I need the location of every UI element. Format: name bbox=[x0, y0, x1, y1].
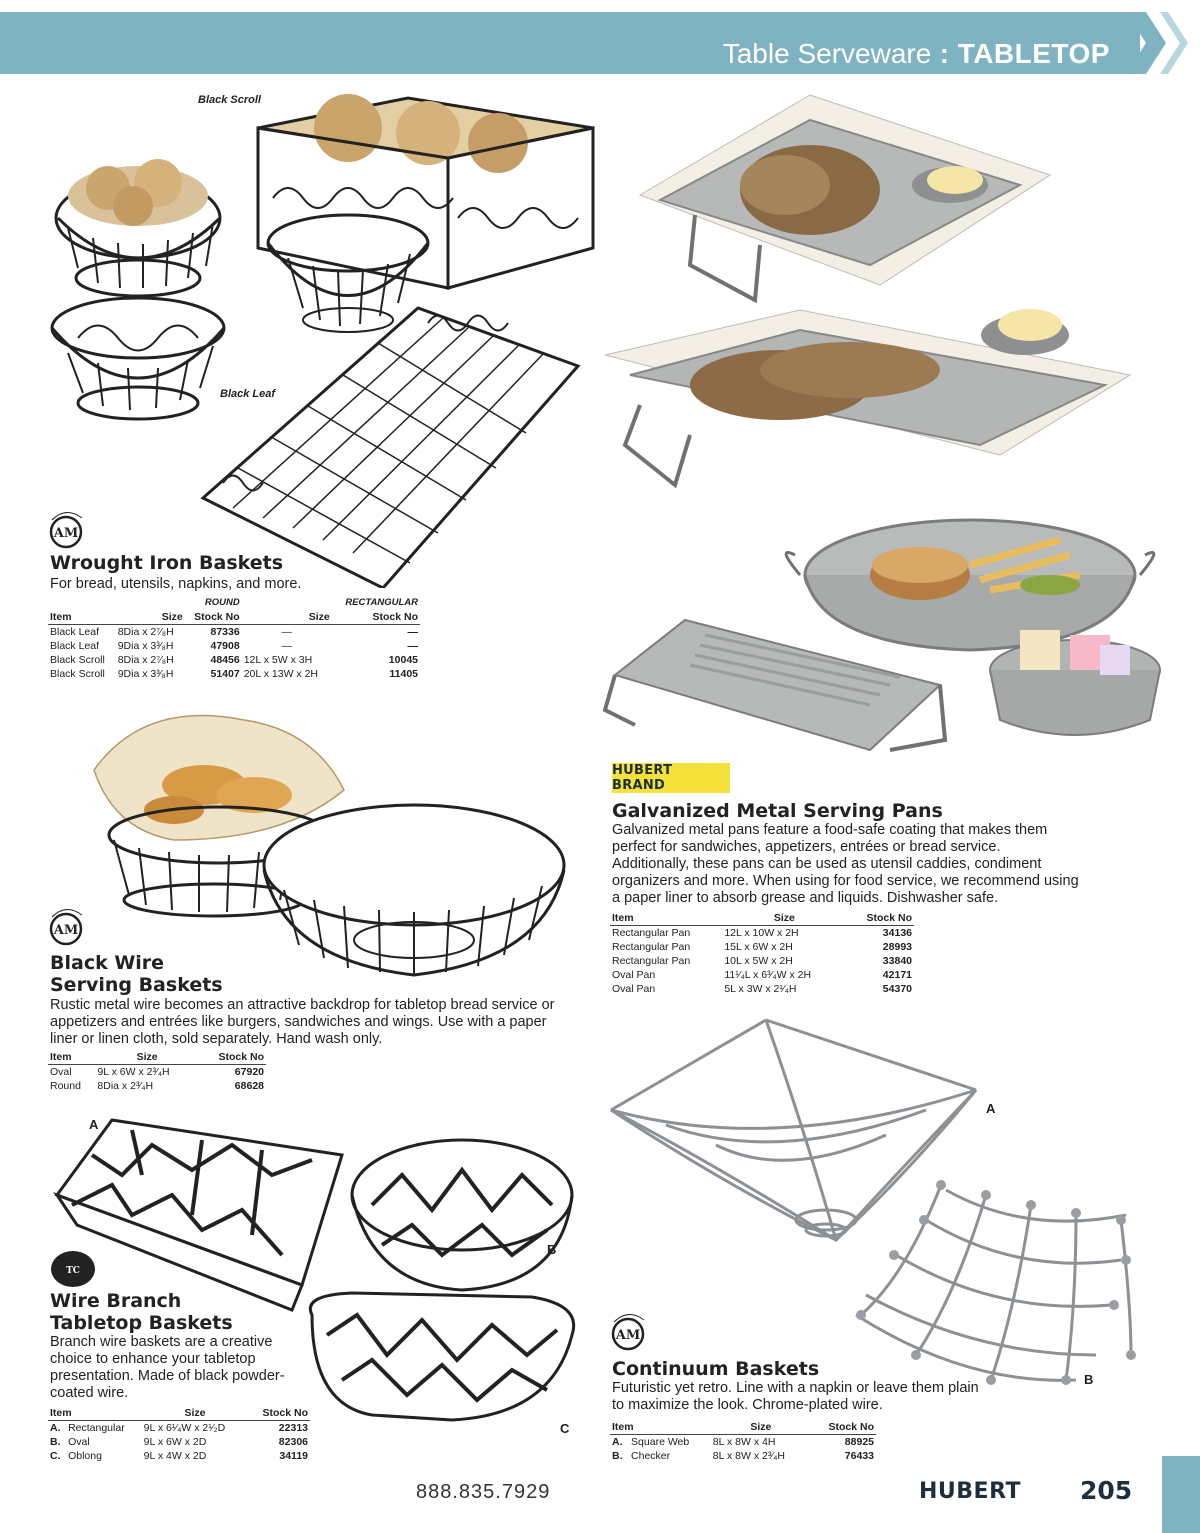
cell-size: 9Dia x 3³⁄₈H bbox=[117, 640, 174, 652]
black-wire-title-line2: Serving Baskets bbox=[50, 974, 223, 996]
footer-phone-number: 888.835.7929 bbox=[416, 1481, 551, 1503]
svg-text:TC: TC bbox=[66, 1266, 80, 1276]
footer-tab bbox=[1162, 1456, 1200, 1533]
black-wire-description: Rustic metal wire becomes an attractive backdrop for tabletop bread service or appetizers and entrées like burgers, sandwiches and wings. Use with a paper liner or linen cloth, sold separately. Hand wash only. bbox=[50, 997, 555, 1047]
label-letter-a: A bbox=[89, 1117, 99, 1132]
column-header: Item bbox=[48, 610, 116, 625]
continuum-table bbox=[610, 1420, 876, 1463]
chevron-arrows-icon bbox=[1122, 10, 1188, 76]
cell-stock: 68628 bbox=[234, 1080, 264, 1092]
cell-item: Black Scroll bbox=[50, 668, 105, 680]
wrought-iron-description: For bread, utensils, napkins, and more. bbox=[50, 576, 302, 592]
table-row bbox=[610, 982, 914, 996]
black-wire-title bbox=[50, 952, 223, 996]
column-header: Item bbox=[610, 911, 722, 926]
table-row bbox=[610, 940, 914, 954]
hubert-brand-logo: HUBERT BRAND bbox=[612, 763, 730, 793]
column-header: Stock No bbox=[811, 1420, 876, 1435]
cell-size: 9L x 6¹⁄₄W x 2¹⁄₂D bbox=[143, 1422, 226, 1434]
column-header: Size bbox=[116, 610, 185, 625]
column-header: Size bbox=[242, 610, 332, 625]
wrought-iron-baskets-photo bbox=[48, 88, 608, 588]
cell-size: — bbox=[281, 626, 292, 638]
column-header: Size bbox=[722, 911, 846, 926]
column-header: Stock No bbox=[846, 911, 914, 926]
cell-size: 5L x 3W x 2¹⁄₄H bbox=[724, 983, 797, 995]
column-header: Size bbox=[95, 1050, 198, 1065]
cell-stock: — bbox=[407, 626, 418, 638]
cell-stock: 47908 bbox=[210, 640, 240, 652]
column-header: Item bbox=[48, 1406, 142, 1421]
table-row bbox=[610, 926, 914, 941]
round-group-header: ROUND bbox=[204, 597, 240, 608]
continuum-baskets-photo bbox=[606, 1015, 1146, 1395]
column-header: Stock No bbox=[185, 610, 242, 625]
cell-size: 9L x 6W x 2D bbox=[143, 1436, 207, 1448]
cell-size: 8Dia x 2⁷⁄₈H bbox=[117, 626, 174, 638]
table-row bbox=[610, 968, 914, 982]
column-header: Stock No bbox=[332, 610, 420, 625]
cell-letter: A. bbox=[50, 1422, 61, 1434]
cell-size: 9Dia x 3³⁄₈H bbox=[117, 668, 174, 680]
continuum-description: Futuristic yet retro. Line with a napkin or leave them plain to maximize the look. Chrome-plated wire. bbox=[612, 1380, 979, 1413]
label-letter-b: B bbox=[1084, 1372, 1094, 1387]
cell-stock: 76433 bbox=[844, 1450, 874, 1462]
cell-item: Rectangular bbox=[68, 1422, 125, 1434]
page-header-title bbox=[723, 38, 1110, 70]
cell-item: Oval Pan bbox=[612, 969, 656, 981]
cell-item: Rectangular Pan bbox=[612, 927, 691, 939]
continuum-title: Continuum Baskets bbox=[612, 1358, 820, 1380]
cell-stock: 11405 bbox=[389, 668, 418, 680]
table-row bbox=[610, 1435, 876, 1450]
galvanized-description: Galvanized metal pans feature a food-safe coating that makes them perfect for sandwiches, appetizers, entrées or bread service. Additionally, these pans can be used as utensil caddies, condiment organizers and more. When using for food service, we recommend using a paper liner to absorb grease and liquids. Dishwasher safe. bbox=[612, 822, 1079, 906]
cell-stock: 22313 bbox=[278, 1422, 308, 1434]
cell-letter: B. bbox=[50, 1436, 61, 1448]
label-black-leaf: Black Leaf bbox=[220, 388, 276, 400]
cell-stock: 34119 bbox=[279, 1450, 308, 1462]
galvanized-table bbox=[610, 911, 914, 996]
cell-item: Square Web bbox=[631, 1436, 690, 1448]
table-row bbox=[48, 1421, 310, 1436]
wrought-iron-title: Wrought Iron Baskets bbox=[50, 552, 284, 574]
cell-size: 8L x 8W x 4H bbox=[712, 1436, 776, 1448]
cell-stock: 28993 bbox=[882, 941, 912, 953]
column-header: Stock No bbox=[199, 1050, 266, 1065]
table-row bbox=[48, 653, 420, 667]
table-row bbox=[610, 954, 914, 968]
column-header: Size bbox=[711, 1420, 811, 1435]
cell-size: 9L x 6W x 2³⁄₄H bbox=[97, 1066, 170, 1078]
page-number: 205 bbox=[1080, 1476, 1133, 1505]
cell-stock: 34136 bbox=[882, 927, 912, 939]
galvanized-title: Galvanized Metal Serving Pans bbox=[612, 800, 943, 822]
tablecraft-logo-icon bbox=[50, 1250, 96, 1288]
header-category: Table Serveware bbox=[722, 38, 932, 69]
black-wire-table bbox=[48, 1050, 266, 1093]
rectangular-group-header: RECTANGULAR bbox=[345, 597, 418, 608]
cell-item: Black Scroll bbox=[50, 654, 105, 666]
cell-stock: 88925 bbox=[844, 1436, 874, 1448]
table-row bbox=[48, 667, 420, 681]
column-header: Item bbox=[48, 1050, 95, 1065]
cell-item: Black Leaf bbox=[50, 626, 100, 638]
header-separator: : bbox=[931, 38, 958, 69]
wire-branch-description: Branch wire baskets are a creative choice to enhance your tabletop presentation. Made of black powder-coated wire. bbox=[50, 1334, 285, 1401]
cell-size: — bbox=[281, 640, 292, 652]
cell-stock: 82306 bbox=[278, 1436, 308, 1448]
svg-text:AM: AM bbox=[53, 923, 79, 938]
cell-stock: — bbox=[407, 640, 418, 652]
cell-stock: 48456 bbox=[210, 654, 240, 666]
cell-item: Rectangular Pan bbox=[612, 955, 691, 967]
cell-stock: 54370 bbox=[882, 983, 912, 995]
cell-size: 9L x 4W x 2D bbox=[143, 1450, 207, 1462]
cell-item: Oval bbox=[68, 1436, 90, 1448]
label-letter-b: B bbox=[547, 1242, 557, 1257]
column-header: Stock No bbox=[248, 1406, 310, 1421]
cell-letter: A. bbox=[612, 1436, 623, 1448]
cell-item: Checker bbox=[631, 1450, 671, 1462]
american-metalcraft-logo-icon bbox=[48, 905, 86, 947]
cell-stock: 42171 bbox=[882, 969, 912, 981]
cell-stock: 10045 bbox=[388, 654, 418, 666]
column-header: Size bbox=[142, 1406, 249, 1421]
cell-item: Black Leaf bbox=[50, 640, 100, 652]
svg-text:AM: AM bbox=[615, 1328, 641, 1343]
header-section: TABLETOP bbox=[957, 38, 1110, 69]
table-row bbox=[48, 1065, 266, 1080]
black-wire-baskets-photo bbox=[84, 700, 574, 980]
cell-size: 12L x 5W x 3H bbox=[243, 654, 313, 666]
cell-letter: C. bbox=[50, 1450, 61, 1462]
cell-stock: 67920 bbox=[234, 1066, 264, 1078]
american-metalcraft-logo-icon bbox=[48, 508, 86, 550]
cell-size: 8Dia x 2⁷⁄₈H bbox=[117, 654, 174, 666]
black-wire-title-line1: Black Wire bbox=[50, 952, 165, 974]
cell-stock: 33840 bbox=[882, 955, 912, 967]
table-row bbox=[48, 1449, 310, 1463]
cell-letter: B. bbox=[612, 1450, 623, 1462]
cell-size: 8Dia x 2³⁄₄H bbox=[97, 1080, 154, 1092]
label-black-scroll: Black Scroll bbox=[198, 94, 261, 106]
cell-item: Oval bbox=[50, 1066, 72, 1078]
galvanized-pans-photo bbox=[600, 85, 1172, 755]
wire-branch-title-line1: Wire Branch bbox=[50, 1290, 182, 1312]
cell-item: Round bbox=[50, 1080, 81, 1092]
cell-size: 11¹⁄₄L x 6³⁄₄W x 2H bbox=[724, 969, 812, 981]
wire-branch-title bbox=[50, 1290, 233, 1334]
footer-brand-logo: HUBERT bbox=[919, 1479, 1022, 1504]
label-letter-a: A bbox=[986, 1101, 996, 1116]
table-row bbox=[48, 1079, 266, 1093]
cell-item: Rectangular Pan bbox=[612, 941, 691, 953]
cell-item: Oval Pan bbox=[612, 983, 656, 995]
column-header: Item bbox=[610, 1420, 711, 1435]
american-metalcraft-logo-icon bbox=[610, 1310, 648, 1352]
cell-size: 12L x 10W x 2H bbox=[724, 927, 799, 939]
table-row bbox=[48, 639, 420, 653]
wire-branch-table bbox=[48, 1406, 310, 1463]
cell-item: Oblong bbox=[68, 1450, 102, 1462]
cell-stock: 87336 bbox=[210, 626, 240, 638]
svg-text:AM: AM bbox=[53, 526, 79, 541]
cell-size: 10L x 5W x 2H bbox=[724, 955, 793, 967]
table-row bbox=[48, 625, 420, 640]
wrought-iron-table bbox=[48, 596, 420, 681]
cell-size: 8L x 8W x 2³⁄₄H bbox=[712, 1450, 785, 1462]
table-row bbox=[48, 1435, 310, 1449]
cell-size: 20L x 13W x 2H bbox=[243, 668, 318, 680]
table-row bbox=[610, 1449, 876, 1463]
label-letter-c: C bbox=[560, 1421, 570, 1436]
wire-branch-title-line2: Tabletop Baskets bbox=[50, 1312, 233, 1334]
cell-size: 15L x 6W x 2H bbox=[724, 941, 793, 953]
cell-stock: 51407 bbox=[210, 668, 240, 680]
